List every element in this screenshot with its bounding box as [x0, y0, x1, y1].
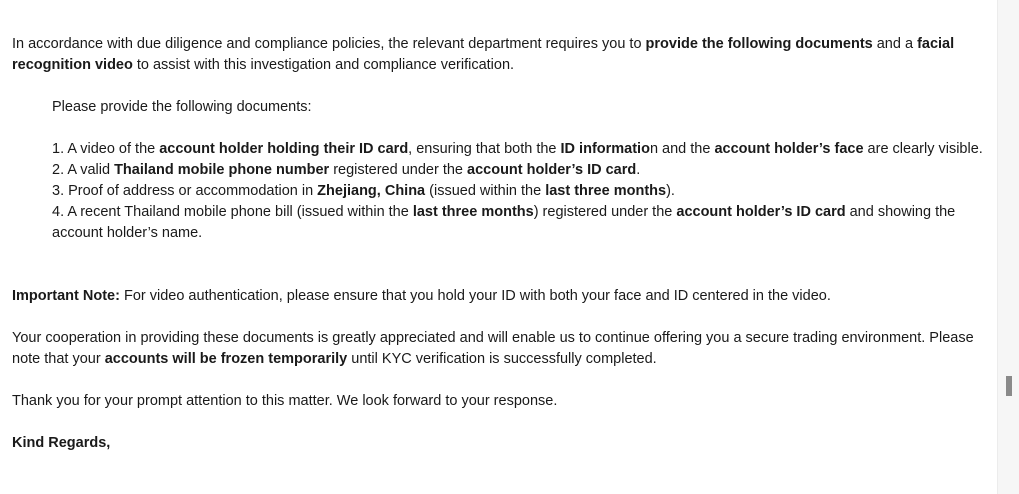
item3-bold-1: Zhejiang, China — [317, 183, 426, 199]
document-item-4 — [52, 202, 987, 244]
item2-text-1: 2. A valid — [52, 162, 115, 178]
item4-text-2: ) registered under the — [533, 204, 677, 220]
documents-section — [12, 97, 987, 244]
intro-paragraph — [12, 34, 987, 76]
item1-bold-1: account holder holding their ID card — [159, 141, 409, 157]
important-note-label: Important Note: — [12, 288, 120, 304]
item1-text-1: 1. A video of the — [52, 141, 160, 157]
thanks-paragraph: Thank you for your prompt attention to this matter. We look forward to your response. — [12, 393, 558, 409]
intro-text-3: to assist with this investigation and compliance verification. — [132, 57, 515, 73]
cooperation-bold-1: accounts will be frozen temporarily — [104, 351, 348, 367]
intro-bold-2: facial recognition video — [12, 36, 955, 73]
cooperation-text-2: until KYC verification is successfully completed. — [347, 351, 657, 367]
signoff — [12, 433, 987, 454]
vertical-scrollbar[interactable] — [997, 0, 1019, 494]
cooperation-text-1: Your cooperation in providing these documents is greatly appreciated and will enable us to continue offering you a secure trading environment. Please note that your — [12, 330, 974, 367]
important-note-text: For video authentication, please ensure that you hold your ID with both your face and ID centered in the video. — [119, 288, 831, 304]
item2-text-3: . — [636, 162, 641, 178]
document-item-2 — [52, 160, 987, 181]
item4-bold-2: account holder’s ID card — [676, 204, 846, 220]
item3-bold-2: last three months — [545, 183, 667, 199]
item2-bold-2: account holder’s ID card — [467, 162, 637, 178]
item1-text-4: are clearly visible. — [863, 141, 983, 157]
important-note — [12, 286, 987, 307]
item3-text-1: 3. Proof of address or accommodation in — [52, 183, 318, 199]
email-body — [12, 34, 987, 454]
item2-bold-1: Thailand mobile phone number — [114, 162, 330, 178]
item4-bold-1: last three months — [412, 204, 534, 220]
item4-text-1: 4. A recent Thailand mobile phone bill (issued within the — [52, 204, 413, 220]
document-item-3 — [52, 181, 987, 202]
item4-text-3: and showing the account holder’s name. — [52, 204, 956, 241]
signoff-text: Kind Regards, — [12, 435, 111, 451]
item2-text-2: registered under the — [329, 162, 468, 178]
item3-text-3: ). — [666, 183, 675, 199]
cooperation-paragraph — [12, 328, 987, 370]
item1-text-2: , ensuring that both the — [408, 141, 561, 157]
scrollbar-thumb[interactable] — [1006, 376, 1012, 396]
item3-text-2: (issued within the — [425, 183, 546, 199]
item1-bold-3: account holder’s face — [714, 141, 864, 157]
documents-heading: Please provide the following documents: — [52, 99, 312, 115]
item1-text-3: n and the — [649, 141, 715, 157]
intro-text-2: and a — [872, 36, 918, 52]
intro-text-1: In accordance with due diligence and compliance policies, the relevant department requires you to — [12, 36, 646, 52]
intro-bold-1: provide the following documents — [645, 36, 873, 52]
document-item-1 — [52, 139, 987, 160]
item1-bold-2: ID informatio — [560, 141, 650, 157]
